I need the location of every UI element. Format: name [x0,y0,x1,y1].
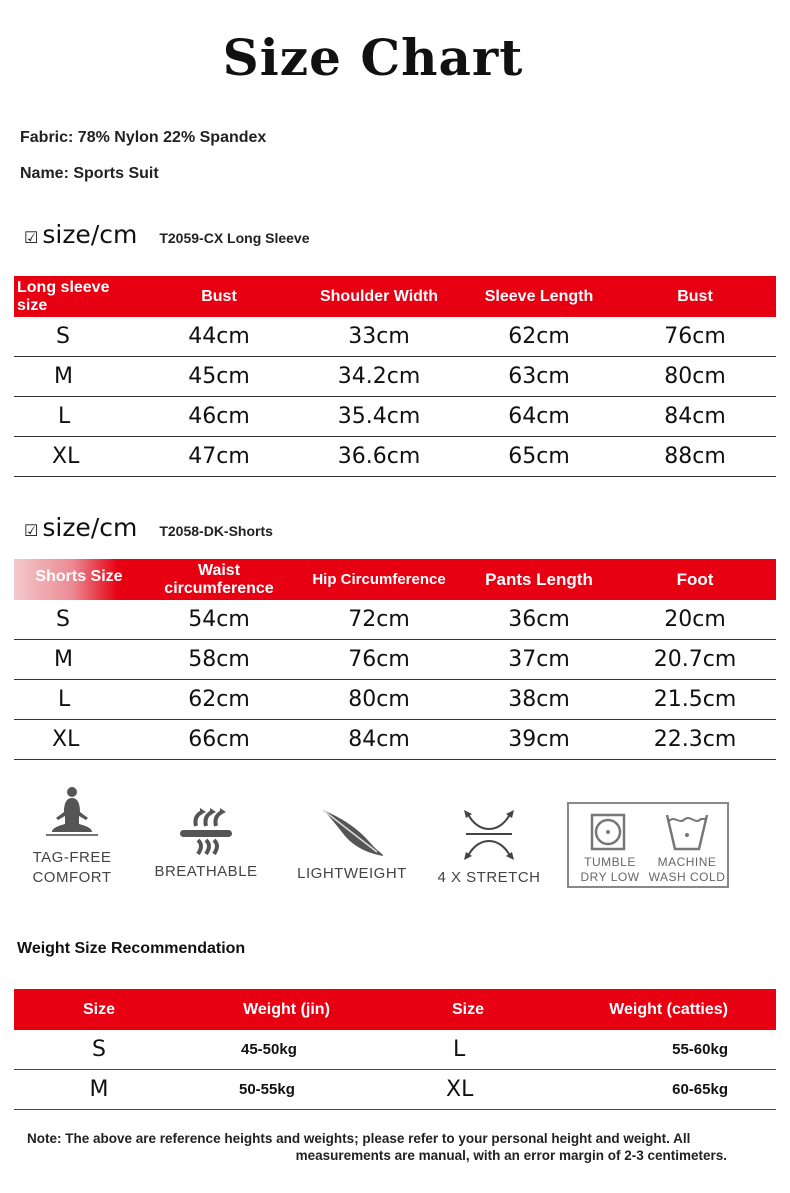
column-header: Long sleeve size [14,276,144,317]
table-cell: 36.6cm [294,437,464,477]
size-cell: XL [14,437,144,477]
table-cell: 80cm [614,357,776,397]
care-label-line: MACHINE [657,855,717,869]
column-header: Sleeve Length [464,276,614,317]
fabric-info: Fabric: 78% Nylon 22% Spandex [20,129,267,146]
table-cell: 46cm [144,397,294,437]
feature-label: LIGHTWEIGHT [297,865,407,882]
table-cell: 38cm [464,680,614,720]
weight-cell: 60-65kg [549,1070,776,1110]
table-cell: 64cm [464,397,614,437]
size-cell: S [14,1030,184,1070]
table-cell: 58cm [144,640,294,680]
table-cell: 63cm [464,357,614,397]
table-cell: 76cm [614,317,776,357]
size-cell: M [14,357,144,397]
size-cell: L [389,1030,549,1070]
meditation-icon [42,784,102,842]
table-cell: 33cm [294,317,464,357]
table-cell: 20.7cm [614,640,776,680]
table-header-row [14,276,776,317]
table-header-row [14,989,776,1030]
feature-breathable [154,806,258,882]
disclaimer-note [27,1130,727,1164]
feature-stretch [434,808,544,888]
table-row [14,397,776,437]
feature-tag-free [28,784,116,888]
table-cell: 44cm [144,317,294,357]
table-cell: 39cm [464,720,614,760]
long-sleeve-heading [24,220,310,249]
table-row [14,600,776,640]
table-cell: 21.5cm [614,680,776,720]
machine-wash-icon [665,813,709,853]
feature-label: BREATHABLE [154,863,258,880]
column-header: Size [14,989,184,1030]
column-header-label: Shorts Size [35,567,123,585]
long-sleeve-table [14,276,776,477]
table-row [14,317,776,357]
size-cell: XL [14,720,144,760]
model-label: T2059-CX Long Sleeve [159,230,310,246]
table-cell: 84cm [614,397,776,437]
column-header: Waist circumference [144,559,294,600]
table-cell: 20cm [614,600,776,640]
table-cell: 54cm [144,600,294,640]
feature-label: COMFORT [32,869,112,886]
size-cell: S [14,317,144,357]
size-unit: size/cm [42,220,138,249]
table-cell: 47cm [144,437,294,477]
feature-icons-row [0,782,790,892]
care-instructions-box [567,802,729,888]
column-header: Weight (catties) [549,989,776,1030]
shorts-heading [24,513,273,542]
table-cell: 22.3cm [614,720,776,760]
feature-label: 4 X STRETCH [437,869,541,886]
note-line: measurements are manual, with an error margin of 2-3 centimeters. [295,1148,727,1163]
column-header: Size [389,989,549,1030]
column-header [14,559,144,600]
feature-label: TAG-FREE [32,849,112,866]
care-label-line: DRY LOW [580,870,640,884]
table-cell: 80cm [294,680,464,720]
model-label: T2058-DK-Shorts [159,523,273,539]
table-cell: 65cm [464,437,614,477]
care-label-line: TUMBLE [584,855,636,869]
table-row [14,720,776,760]
column-header: Bust [144,276,294,317]
weight-table [14,989,776,1110]
stretch-arrows-icon [454,808,524,862]
size-cell: L [14,397,144,437]
table-cell: 62cm [464,317,614,357]
size-unit: size/cm [42,513,138,542]
table-cell: 34.2cm [294,357,464,397]
column-header: Pants Length [464,559,614,600]
weight-cell: 50-55kg [184,1070,389,1110]
breathable-icon [176,806,236,856]
note-line: Note: The above are reference heights and weights; please refer to your personal height and weight. All [27,1131,691,1146]
table-cell: 62cm [144,680,294,720]
care-label [647,855,727,885]
weight-cell: 45-50kg [184,1030,389,1070]
column-header: Shoulder Width [294,276,464,317]
table-row [14,1030,776,1070]
product-name: Name: Sports Suit [20,165,159,182]
table-cell: 45cm [144,357,294,397]
table-cell: 35.4cm [294,397,464,437]
size-cell: S [14,600,144,640]
table-row [14,357,776,397]
care-label-line: WASH COLD [648,870,726,884]
table-cell: 36cm [464,600,614,640]
column-header: Foot [614,559,776,600]
table-cell: 72cm [294,600,464,640]
size-cell: L [14,680,144,720]
checkbox-checked-icon: ☑ [24,523,39,540]
page-title: Size Chart [222,28,524,87]
column-header: Weight (jin) [184,989,389,1030]
size-cell: M [14,1070,184,1110]
tumble-dry-icon [590,813,626,851]
table-cell: 66cm [144,720,294,760]
table-header-row [14,559,776,600]
table-cell: 84cm [294,720,464,760]
table-cell: 37cm [464,640,614,680]
size-cell: XL [389,1070,549,1110]
table-row [14,680,776,720]
table-row [14,640,776,680]
care-label [575,855,645,885]
table-cell: 76cm [294,640,464,680]
feather-icon [317,806,387,858]
column-header: Hip Circumference [294,559,464,600]
table-cell: 88cm [614,437,776,477]
weight-cell: 55-60kg [549,1030,776,1070]
shorts-table [14,559,776,760]
table-row [14,1070,776,1110]
checkbox-checked-icon: ☑ [24,230,39,247]
feature-lightweight [292,806,412,884]
table-row [14,437,776,477]
weight-section-title: Weight Size Recommendation [17,940,246,957]
size-cell: M [14,640,144,680]
column-header: Bust [614,276,776,317]
